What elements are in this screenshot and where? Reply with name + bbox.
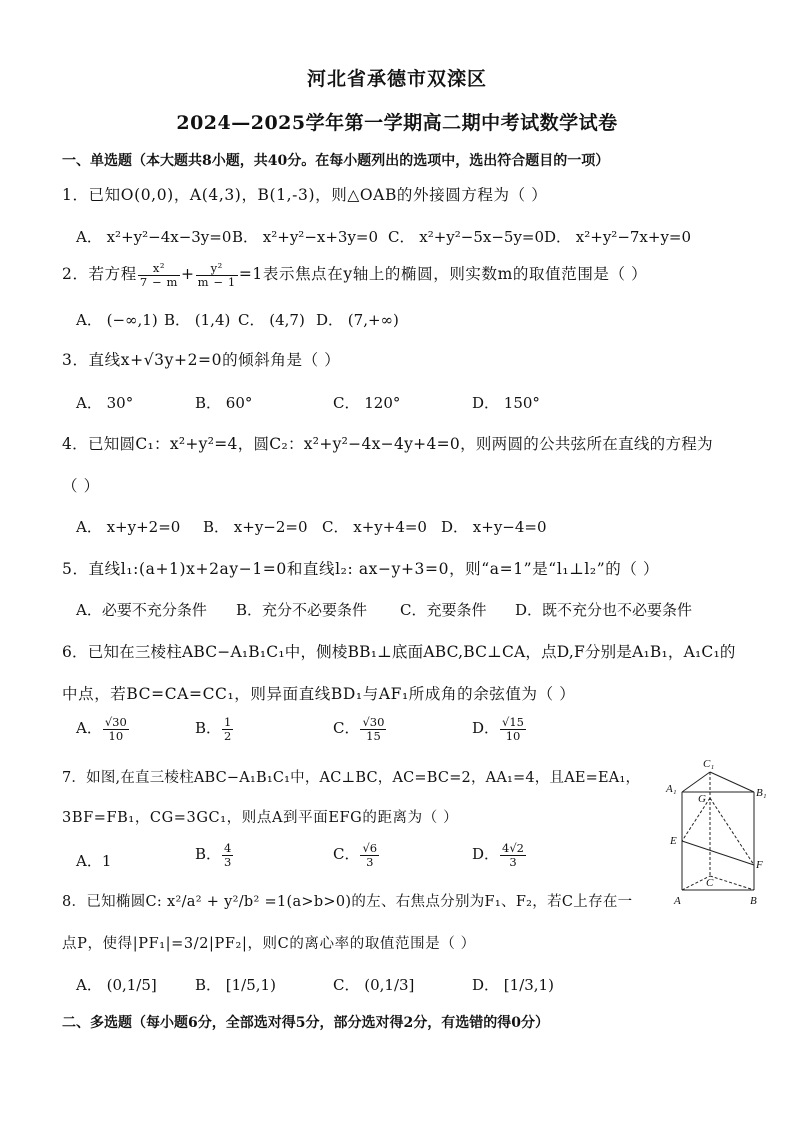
question-2-fraction-y [196,262,238,288]
fraction-numerator: x² [138,262,180,276]
question-4-stem: 4．已知圆C₁：x²+y²=4，圆C₂：x²+y²−4x−4y+4=0，则两圆的公共弦所在直线的方程为 [62,435,713,453]
question-7-stem: 7．如图,在直三棱柱ABC−A₁B₁C₁中，AC⊥BC，AC=BC=2，AA₁=4，且AE=EA₁， [62,770,641,786]
question-5-option-c: C．充要条件 [400,601,487,619]
question-3-stem: 3．直线x+√3y+2=0的倾斜角是（ ） [62,351,341,369]
fraction-numerator: 4√2 [502,841,524,855]
exam-title-region: 河北省承德市双滦区 [306,68,487,90]
question-5-option-b: B．充分不必要条件 [236,601,368,619]
question-4-option-d: D． x+y−4=0 [441,518,547,536]
fraction-denominator: m − 1 [197,274,236,289]
option-fraction [360,842,379,868]
option-fraction [222,716,233,742]
question-3-option-d: D． 150° [472,394,540,412]
question-8-stem: 8．已知椭圆C: x²/a² + y²/b² =1(a>b>0)的左、右焦点分别为F₁、F₂，若C上存在一 [62,894,633,910]
fraction-numerator: √6 [362,841,378,855]
question-1-option-a: A． x²+y²−4x−3y=0 [76,228,232,246]
question-6-option-c [333,716,387,742]
question-8-option-c: C． (0,1/3] [333,976,415,994]
label-a1: A₁ [666,783,677,795]
section-heading-single-choice: 一、单选题（本大题共8小题，共40分。在每小题列出的选项中，选出符合题目的一项） [62,153,610,169]
question-3-option-a: A． 30° [76,394,134,412]
question-1-option-c: C． x²+y²−5x−5y=0 [388,228,545,246]
question-7-option-b [195,842,234,868]
question-1-option-d: D． x²+y²−7x+y=0 [544,228,692,246]
edge-c1-b1 [710,772,754,792]
label-c: C [706,877,714,889]
question-4-stem-continued: （ ） [62,477,100,495]
option-fraction [222,842,233,868]
fraction-denominator: 2 [224,728,232,743]
question-4-option-c: C． x+y+4=0 [322,518,427,536]
question-6-stem: 6．已知在三棱柱ABC−A₁B₁C₁中，侧棱BB₁⊥底面ABC,BC⊥CA，点D,F分别是A₁B₁，A₁C₁的 [62,643,736,661]
question-2-option-c: C． (4,7) [238,311,305,329]
question-2-option-d: D． (7,+∞) [316,311,399,329]
edge-a1-c1 [682,772,710,792]
option-label: A． [76,719,102,738]
option-label: C． [333,845,360,864]
question-2-stem-start: 2．若方程 [62,265,137,284]
question-6-option-b [195,716,234,742]
label-b: B [750,895,757,907]
question-2-option-b: B． (1,4) [164,311,231,329]
question-8-stem-continued: 点P，使得|PF₁|=3/2|PF₂|，则C的离心率的取值范围是（ ） [62,936,476,952]
option-label: C． [333,719,360,738]
question-7-option-c [333,842,380,868]
question-1-stem: 1．已知O(0,0)，A(4,3)，B(1,-3)，则△OAB的外接圆方程为（ ） [62,186,548,204]
edge-c-b [710,876,754,890]
fraction-numerator: √30 [362,715,385,729]
fraction-numerator: 1 [224,715,232,729]
option-fraction [500,716,526,742]
segment-e-f [682,841,754,865]
question-8-option-d: D． [1/3,1) [472,976,554,994]
question-3-option-b: B． 60° [195,394,253,412]
option-label: A．1 [76,852,112,870]
prism-figure [662,752,772,912]
option-fraction [500,842,526,868]
question-8-option-a: A． (0,1/5] [76,976,157,994]
question-6-option-d [472,716,527,742]
question-6-stem-continued: 中点，若BC=CA=CC₁，则异面直线BD₁与AF₁所成角的余弦值为（ ） [62,685,576,703]
fraction-denominator: 15 [366,728,381,743]
fraction-numerator: 4 [224,841,232,855]
question-2-option-a: A． (−∞,1) [76,311,158,329]
question-2-equals: =1 [238,265,263,284]
label-c1: C₁ [703,758,715,770]
fraction-denominator: 10 [505,728,521,743]
question-5-stem: 5．直线l₁:(a+1)x+2ay−1=0和直线l₂: ax−y+3=0，则“a=1”是“l₁⊥l₂”的（ ） [62,560,660,578]
question-6-option-a [76,716,130,742]
question-7-option-a [76,850,111,871]
question-1-option-b: B． x²+y²−x+3y=0 [232,228,379,246]
label-g: G [698,793,706,805]
section-heading-multiple-choice: 二、多选题（每小题6分，全部选对得5分，部分选对得2分，有选错的得0分） [62,1015,549,1031]
segment-g-f [710,798,754,865]
question-5-option-a: A．必要不充分条件 [76,601,207,619]
question-8-option-b: B． [1/5,1) [195,976,276,994]
fraction-numerator: y² [196,262,238,276]
label-a: A [674,895,681,907]
option-label: D． [472,845,500,864]
option-fraction [360,716,386,742]
label-b1: B₁ [756,787,767,799]
option-fraction [103,716,129,742]
question-4-option-a: A． x+y+2=0 [76,518,181,536]
question-7-option-d [472,842,527,868]
question-7-stem-continued: 3BF=FB₁，CG=3GC₁，则点A到平面EFG的距离为（ ） [62,810,459,826]
question-2-stem-end: 表示焦点在y轴上的椭圆，则实数m的取值范围是（ ） [262,265,648,284]
question-3-option-c: C． 120° [333,394,401,412]
fraction-denominator: 10 [108,728,124,743]
option-label: B． [195,845,222,864]
question-4-option-b: B． x+y−2=0 [203,518,308,536]
fraction-denominator: 7 − m [139,274,179,289]
question-5-option-d: D．既不充分也不必要条件 [515,601,693,619]
fraction-numerator: √30 [104,715,127,729]
question-2-stem: 2．若方程 $\frac{\text{x²}}{7 - m}$ + $\frac{\text{y²}}{m - 1}$ =1表示焦点在y轴上的椭圆，则实数m的取值范围是（ ） [62,261,648,289]
option-label: D． [472,719,500,738]
fraction-denominator: 3 [509,854,517,869]
question-2-fraction-x [138,262,180,288]
option-label: B． [195,719,222,738]
label-f: F [756,859,763,871]
fraction-numerator: √15 [502,715,524,729]
exam-title: 2024—2025学年第一学期高二期中考试数学试卷 [176,112,618,134]
label-e: E [670,835,677,847]
fraction-denominator: 3 [224,854,232,869]
fraction-denominator: 3 [366,854,374,869]
